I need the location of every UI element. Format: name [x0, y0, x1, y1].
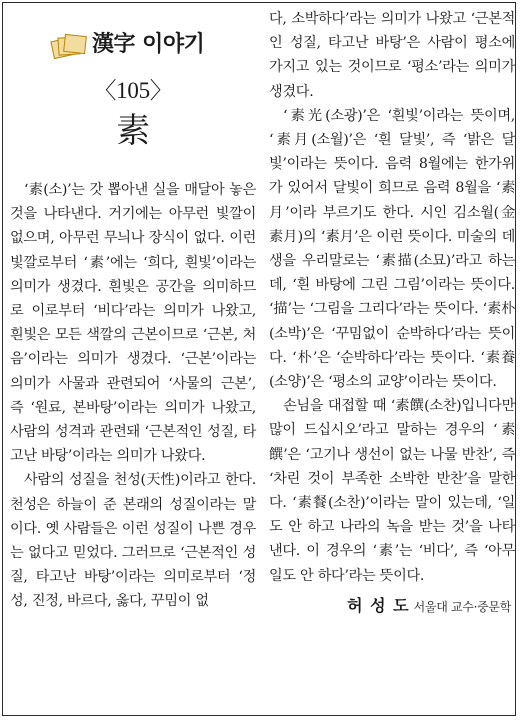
left-column: [10, 3, 256, 614]
right-column: [269, 7, 515, 619]
author-name: 허 성 도: [347, 595, 410, 615]
article-frame: [2, 2, 516, 716]
body-paragraph: 사람의 성질을 천성(天性)이라고 한다. 천성은 하늘이 준 본래의 성질이라는 말이다. 옛 사람들은 이런 성질이 나쁜 경우는 없다고 믿었다. 그러므로 ‘근본적인 성질, 타고난 바탕’이라는 의미로부터 ‘정성, 진정, 바르다, 옳다, 꾸밈이 없: [10, 472, 256, 610]
series-title: 漢字 이야기: [92, 32, 205, 57]
issue-number: 〈105〉: [93, 78, 173, 103]
books-icon: [52, 33, 86, 61]
author-affiliation: 서울대 교수·중문학: [413, 599, 511, 614]
body-paragraph: ‘素(소)’는 갓 뽑아낸 실을 매달아 놓은 것을 나타낸다. 거기에는 아무런 빛깔이 없으며, 아무런 무늬나 장식이 없다. 이런 빛깔로부터 ‘素’에는 ‘희다, 흰빛’이라는 의미가 생겼다. 흰빛은 공간을 의미하므로 이로부터 ‘비다’라는 의미가 나왔고, 흰빛은 모든 색깔의 근본이므로 ‘근본, 처음’이라는 의미가 생겼다. ‘근본’이라는 의미가 사물과 관련되어 ‘사물의 근본’, 즉 ‘원료, 본바탕’이라는 의미가 나왔고, 사람의 성격과 관련돼 ‘근본적인 성질, 타고난 바탕’이라는 의미가 나왔다.: [10, 182, 256, 465]
body-paragraph: ‘素光(소광)’은 ‘흰빛’이라는 뜻이며, ‘素月(소월)’은 ‘흰 달빛’, 즉 ‘밝은 달빛’이라는 뜻이다. 음력 8월에는 한가위가 있어서 달빛이 희므로 음력 8월을 ‘素月’이라 부르기도 한다. 시인 김소월(金素月)의 ‘素月’은 이런 뜻이다. 미술의 데생을 우리말로는 ‘素描(소묘)’라고 하는데, ‘흰 바탕에 그린 그림’이라는 뜻이다. ‘描’는 ‘그림을 그리다’라는 뜻이다. ‘素朴(소박)’은 ‘꾸밈없이 순박하다’라는 뜻이다. ‘朴’은 ‘순박하다’라는 뜻이다. ‘素養(소양)’은 ‘평소의 교양’이라는 뜻이다.: [269, 107, 515, 391]
title-block: [10, 3, 256, 178]
body-paragraph: 손님을 대접할 때 ‘素饌(소찬)입니다만 많이 드십시오’라고 말하는 경우의 ‘素饌’은 ‘고기나 생선이 없는 나물 반찬’, 즉 ‘차린 것이 부족한 소박한 반찬’을 말한다. ‘素餐(소찬)’이라는 말이 있는데, ‘일도 안 하고 나라의 녹을 받는 것’을 나타낸다. 이 경우의 ‘素’는 ‘비다’, 즉 ‘아무 일도 안 하다’라는 뜻이다.: [269, 398, 515, 584]
byline: [269, 594, 515, 619]
headword-character: 素: [116, 111, 150, 151]
body-paragraph-continued: 다, 소박하다’라는 의미가 나왔고 ‘근본적인 성질, 타고난 바탕’은 사람이 평소에 가지고 있는 것이므로 ‘평소’라는 의미가 생겼다.: [269, 11, 515, 100]
